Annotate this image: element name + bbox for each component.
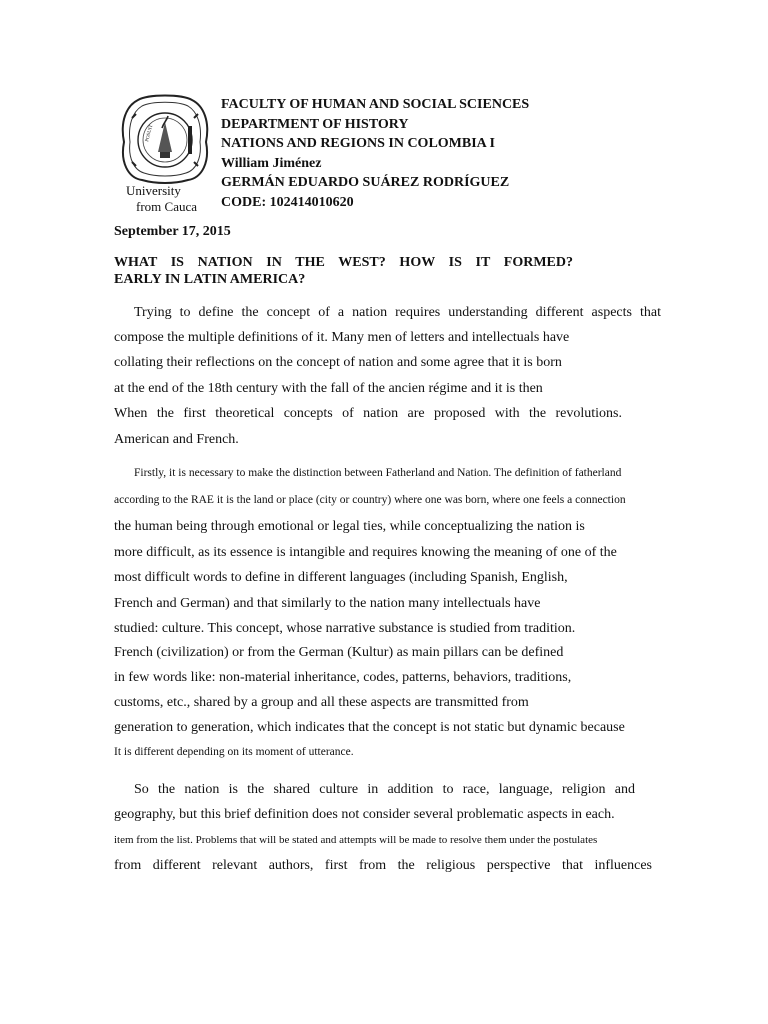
university-label-line1: University	[126, 183, 181, 198]
seal-motto: POSUIT	[145, 124, 155, 143]
student-code: CODE: 102414010620	[221, 194, 354, 210]
document-header	[221, 95, 529, 213]
paragraph-line: French and German) and that similarly to the nation many intellectuals have	[114, 596, 541, 611]
paragraph-line: compose the multiple definitions of it. Many men of letters and intellectuals have	[114, 330, 570, 345]
paragraph-line: studied: culture. This concept, whose narrative substance is studied from tradition.	[114, 621, 576, 636]
paragraph-line: French (civilization) or from the German (Kultur) as main pillars can be defined	[114, 645, 564, 660]
faculty-name: FACULTY OF HUMAN AND SOCIAL SCIENCES	[221, 97, 530, 112]
course-name: NATIONS AND REGIONS IN COLOMBIA I	[221, 136, 495, 152]
university-seal-logo	[118, 92, 212, 184]
paragraph-line: most difficult words to define in different languages (including Spanish, English,	[114, 570, 568, 585]
paragraph-line: When the first theoretical concepts of nation are proposed with the revolutions.	[114, 406, 622, 421]
paragraph-line: Firstly, it is necessary to make the distinction between Fatherland and Nation. The definition of fatherland	[134, 467, 622, 479]
document-date: September 17, 2015	[114, 224, 231, 239]
paragraph-line: customs, etc., shared by a group and all these aspects are transmitted from	[114, 695, 529, 710]
essay-question-line2: EARLY IN LATIN AMERICA?	[114, 272, 306, 287]
paragraph-line: according to the RAE it is the land or place (city or country) where one was born, where one feels a connection	[114, 494, 626, 506]
paragraph-line: Trying to define the concept of a nation requires understanding different aspects that	[134, 305, 661, 320]
paragraph-line: from different relevant authors, first from the religious perspective that influences	[114, 858, 652, 873]
essay-question-line1: WHAT IS NATION IN THE WEST? HOW IS IT FORMED?	[114, 255, 573, 270]
university-label-line2: from Cauca	[136, 199, 198, 214]
paragraph-line: item from the list. Problems that will be stated and attempts will be made to resolve them under the postulates	[114, 834, 598, 846]
paragraph-line: in few words like: non-material inheritance, codes, patterns, behaviors, traditions,	[114, 670, 572, 685]
paragraph-line: It is different depending on its moment of utterance.	[114, 746, 354, 758]
paragraph-line: the human being through emotional or legal ties, while conceptualizing the nation is	[114, 519, 585, 534]
student-name: GERMÁN EDUARDO SUÁREZ RODRÍGUEZ	[221, 175, 510, 191]
paragraph-line: more difficult, as its essence is intangible and requires knowing the meaning of one of the	[114, 545, 617, 560]
paragraph-line: collating their reflections on the concept of nation and some agree that it is born	[114, 355, 562, 370]
professor-name: William Jiménez	[221, 155, 322, 171]
paragraph-line: American and French.	[114, 432, 239, 447]
department-name: DEPARTMENT OF HISTORY	[221, 116, 409, 132]
paragraph-line: at the end of the 18th century with the fall of the ancien régime and it is then	[114, 381, 543, 396]
paragraph-line: So the nation is the shared culture in addition to race, language, religion and	[134, 782, 635, 797]
paragraph-line: generation to generation, which indicates that the concept is not static but dynamic because	[114, 720, 625, 735]
paragraph-line: geography, but this brief definition does not consider several problematic aspects in each.	[114, 807, 615, 822]
